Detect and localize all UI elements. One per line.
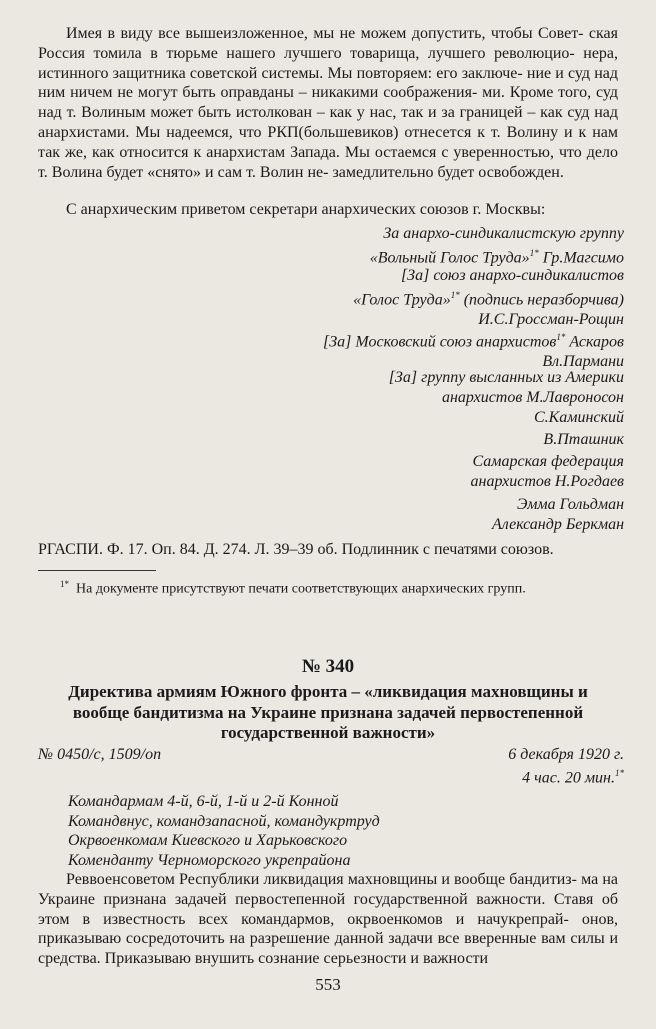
signature-line: За анархо-синдикалистскую группу (383, 225, 624, 242)
signature-line: Александр Беркман (491, 515, 624, 533)
intro-paragraph: Имея в виду все вышеизложенное, мы не можем допустить, чтобы Совет- ская Россия томила в тюрьме нашего лучшего товарища, лучшего революцио- нера, истинного защитника советской системы. Мы повторяем: его заключе- ние и суд над ним ничем не могут быть оправданы – никакими соображения- ми. Кроме того, суд над т. Волиным может быть истолкован – как у нас, так и за границей – как суд над анархистами. Мы надеемся, что РКП(большевиков) отнесется к т. Волину и к нам так же, как относится к анархистам Запада. Мы остаемся с уверенностью, что дело т. Волина будет «снято» и сам т. Волин не- замедлительно будет освобожден. (38, 25, 619, 181)
signatures-block (184, 328, 624, 372)
signature-line: «Вольный Голос Труда»$^{1*}$ Гр.Магсимо (369, 247, 624, 267)
page-number: 553 (315, 975, 341, 994)
signature-line: «Голос Труда»$^{1*}$ (подпись неразборчива) (353, 289, 624, 309)
signature-line: анархистов Н.Рогдаев (470, 472, 624, 490)
signature-line: Вл.Пармани (542, 353, 624, 371)
addressees: Командармам 4-й, 6-й, 1-й и 2-й Конной Командвнус, командзапасной, командукртруд Окрвоенкомам Киевского и Харьковского Коменданту Черноморского укрепрайона (68, 793, 380, 869)
signatures-block (184, 430, 624, 450)
signature-line: Самарская федерация (472, 453, 624, 470)
signature-line: [За] Московский союз анархистов$^{1*}$ Аскаров (323, 332, 624, 351)
document-title: Директива армиям Южного фронта – «ликвидация махновщины и вообще бандитизма на Украине признана задачей первостепенной государственной важности» (68, 682, 588, 742)
signatures-block (184, 266, 624, 330)
greeting-line: С анархическим приветом секретари анархических союзов г. Москвы: (66, 201, 546, 218)
signature-line: анархистов М.Лавроносон (441, 388, 624, 406)
footnote: $^{1*}$ На документе присутствуют печати соответствующих анархических групп. (60, 579, 526, 597)
signature-line: Эмма Гольдман (516, 496, 624, 513)
signatures-block (184, 452, 624, 492)
archive-source: РГАСПИ. Ф. 17. Оп. 84. Д. 274. Л. 39–39 об. Подлинник с печатями союзов. (38, 541, 554, 558)
signature-line: В.Пташник (543, 431, 624, 448)
document-date: 6 декабря 1920 г. 4 час. 20 мин.$^{1*}$ (508, 746, 624, 787)
document-reference: № 0450/с, 1509/оп (38, 746, 162, 763)
signature-line: [За] союз анархо-синдикалистов (400, 267, 624, 284)
signatures-block (184, 495, 624, 535)
directive-body: Реввоенсоветом Республики ликвидация махновщины и вообще бандитиз- ма на Украине признана задачей первостепенной государственной важности. Ставя об этом в известность всех командармов, окрвоенкомов и начукрепрай- онов, приказываю сосредоточить на разрешение данной задачи все вверенные вам силы и средства. Приказываю внушить сознание серьезности и важности (38, 871, 619, 968)
signatures-block (184, 224, 624, 268)
footnote-divider (38, 570, 156, 571)
signature-line: С.Каминский (533, 408, 624, 426)
document-number: № 340 (301, 656, 355, 677)
signatures-block (184, 368, 624, 427)
signature-line: И.С.Гроссман-Рощин (478, 310, 624, 328)
signature-line: [За] группу высланных из Америки (388, 369, 624, 386)
